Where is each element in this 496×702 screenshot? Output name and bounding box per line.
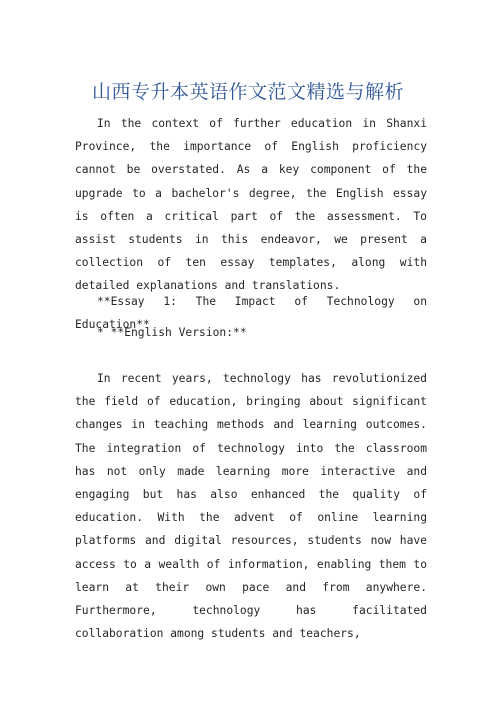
intro-paragraph: In the context of further education in Shanxi Province, the importance of English proficiency cannot be overstated. As a key component of the upgrade to a bachelor's degree, the English essay is often a critical part of the assessment. To assist students in this endeavor, we present a collection of ten essay templates, along with detailed explanations and translations. xyxy=(75,117,427,293)
version-label: * **English Version:** xyxy=(97,326,247,339)
essay-heading: **Essay 1: The Impact of Technology on Education** xyxy=(75,295,427,332)
document-title: 山西专升本英语作文范文精选与解析 xyxy=(91,81,404,103)
essay-body-paragraph: In recent years, technology has revolutionized the field of education, bringing about significant changes in teaching methods and learning outcomes. The integration of technology into the classroom has not only made learning more interactive and engaging but has also enhanced the quality of education. With the advent of online learning platforms and digital resources, students now have access to a wealth of information, enabling them to learn at their own pace and from anywhere. Furthermore, technology has facilitated collaboration among students and teachers, xyxy=(75,372,427,641)
